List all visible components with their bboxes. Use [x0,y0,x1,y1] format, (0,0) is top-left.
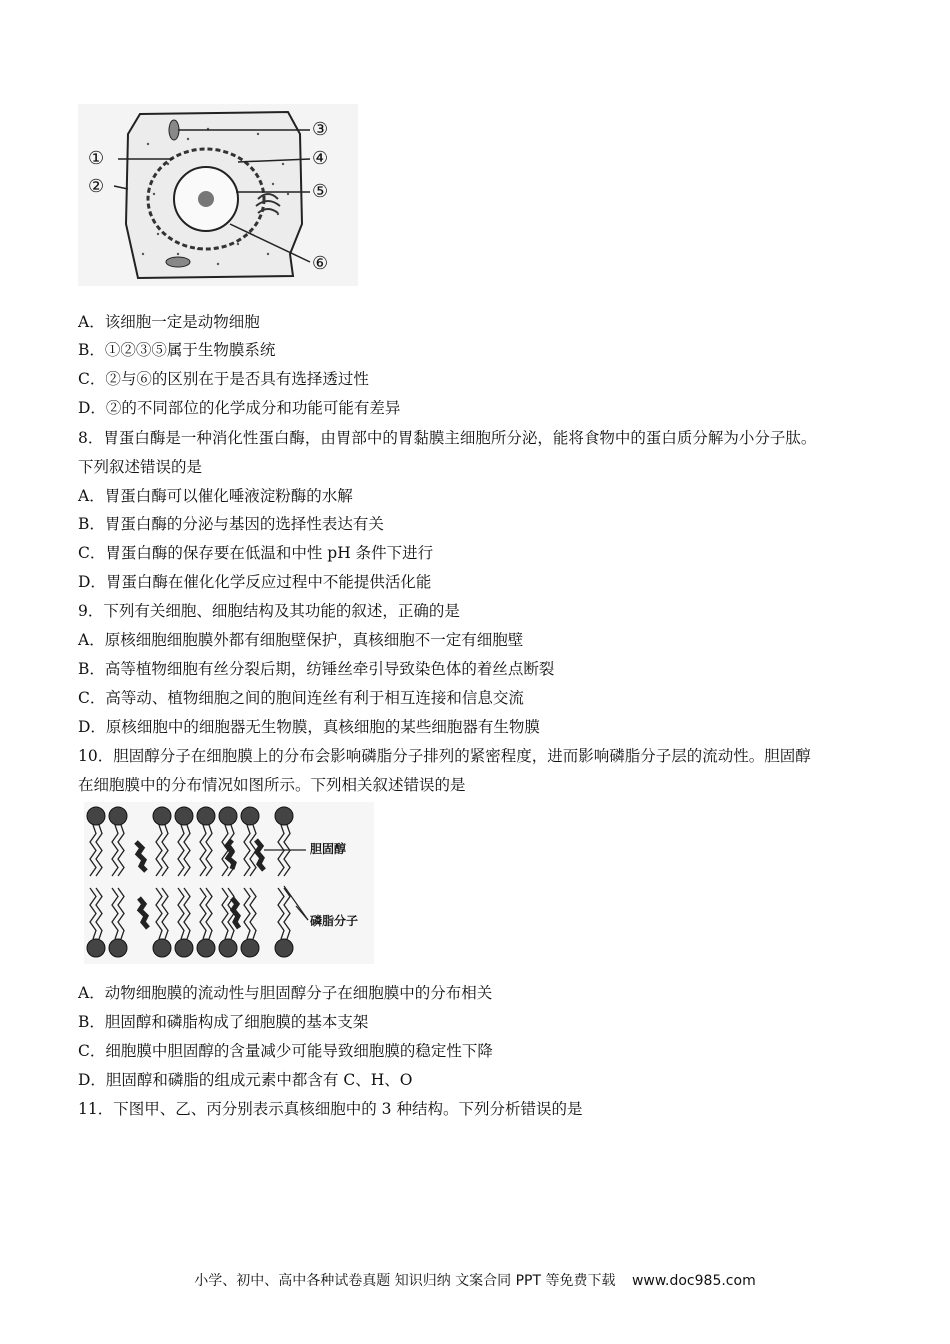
q9-option-b: B．高等植物细胞有丝分裂后期，纺锤丝牵引导致染色体的着丝点断裂 [78,660,555,678]
footer-text: 小学、初中、高中各种试卷真题 知识归纳 文案合同 PPT 等免费下载 [194,1273,616,1289]
q9-option-c: C．高等动、植物细胞之间的胞间连丝有利于相互连接和信息交流 [78,689,524,707]
label-phospholipid: 磷脂分子 [310,914,359,928]
phospholipid-head [87,807,105,825]
q8-option-c: C．胃蛋白酶的保存要在低温和中性 pH 条件下进行 [78,544,434,562]
cell-label-5: ⑤ [312,181,329,202]
phospholipid-head [153,939,171,957]
phospholipid-head [109,807,127,825]
q8-option-b: B．胃蛋白酶的分泌与基因的选择性表达有关 [78,515,384,533]
q10-option-b: B．胆固醇和磷脂构成了细胞膜的基本支架 [78,1013,369,1031]
q10-option-a: A．动物细胞膜的流动性与胆固醇分子在细胞膜中的分布相关 [78,984,493,1002]
q11-stem: 11．下图甲、乙、丙分别表示真核细胞中的 3 种结构。下列分析错误的是 [78,1100,583,1118]
phospholipid-head [241,939,259,957]
phospholipid-head [175,939,193,957]
q8-stem-line2: 下列叙述错误的是 [78,458,203,476]
cell-label-4: ④ [312,148,329,169]
q8-option-a: A．胃蛋白酶可以催化唾液淀粉酶的水解 [78,487,353,505]
cell-label-1: ① [88,148,105,169]
q8-option-d: D．胃蛋白酶在催化化学反应过程中不能提供活化能 [78,573,432,591]
q8-stem-line1: 8．胃蛋白酶是一种消化性蛋白酶，由胃部中的胃黏膜主细胞所分泌，能将食物中的蛋白质分解为小分子肽。 [78,429,817,447]
phospholipid-head [275,939,293,957]
phospholipid-head [275,807,293,825]
phospholipid-head [241,807,259,825]
cell-label-2: ② [88,176,105,197]
phospholipid-head [175,807,193,825]
q10-stem-line1: 10．胆固醇分子在细胞膜上的分布会影响磷脂分子排列的紧密程度，进而影响磷脂分子层的流动性。胆固醇 [78,747,811,765]
cell-label-6: ⑥ [312,253,329,274]
q7-option-b: B．①②③⑤属于生物膜系统 [78,341,276,359]
q7-option-d: D．②的不同部位的化学成分和功能可能有差异 [78,399,401,417]
q10-stem-line2: 在细胞膜中的分布情况如图所示。下列相关叙述错误的是 [78,776,466,794]
q9-option-a: A．原核细胞细胞膜外都有细胞壁保护，真核细胞不一定有细胞壁 [78,631,524,649]
phospholipid-head [197,807,215,825]
q10-option-c: C．细胞膜中胆固醇的含量减少可能导致细胞膜的稳定性下降 [78,1042,493,1060]
footer-site-link[interactable]: www.doc985.com [631,1273,756,1289]
cell-label-3: ③ [312,119,329,140]
membrane-diagram [84,802,374,964]
phospholipid-head [219,807,237,825]
label-cholesterol: 胆固醇 [310,842,347,856]
q7-option-a: A．该细胞一定是动物细胞 [78,313,260,331]
cell-diagram [78,104,358,286]
q7-option-c: C．②与⑥的区别在于是否具有选择透过性 [78,370,369,388]
phospholipid-head [219,939,237,957]
q10-option-d: D．胆固醇和磷脂的组成元素中都含有 C、H、O [78,1071,413,1089]
page-footer [0,1270,950,1290]
phospholipid-head [109,939,127,957]
q9-option-d: D．原核细胞中的细胞器无生物膜，真核细胞的某些细胞器有生物膜 [78,718,540,736]
phospholipid-head [153,807,171,825]
phospholipid-head [197,939,215,957]
q9-stem: 9．下列有关细胞、细胞结构及其功能的叙述，正确的是 [78,602,460,620]
phospholipid-head [87,939,105,957]
